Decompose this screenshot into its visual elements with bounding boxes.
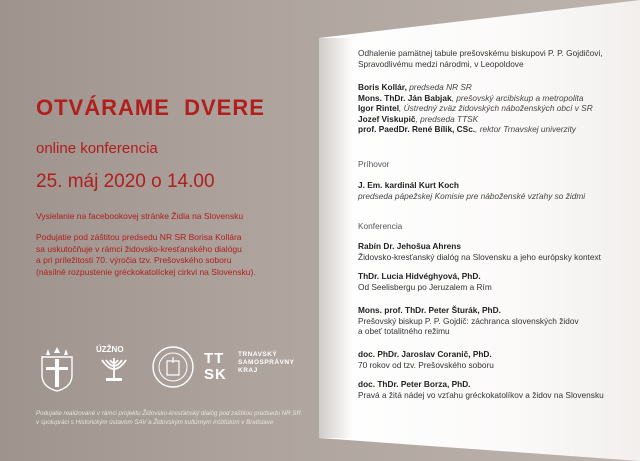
speech [358,180,633,201]
talk-speaker: doc. ThDr. Peter Borza, PhD. [358,379,471,389]
footer-line: v spolupráci s Historickým ústavom SAV a Židovským kultúrnym inštitútom v Bratislave [36,419,274,426]
talk-title: 70 rokov od tzv. Prešovského soboru [358,359,494,370]
talk-speaker: doc. PhDr. Jaroslav Coranič, PhD. [358,349,492,359]
ttsk-line: SAMOSPRÁVNY [238,359,295,366]
logo-row [36,345,296,395]
university-seal-icon [151,345,195,389]
intro-line: sa uskutočňuje v rámci židovsko-kresťanského dialógu [36,243,242,254]
speaker-role: predseda pápežskej Komisie pre náboženské vzťahy so židmi [358,190,586,201]
intro-line: Odhalenie pamätnej tabule prešovskému biskupovi P. P. Gojdičovi, [358,48,603,58]
intro-line: Spravodlivému medzi národmi, v Leopoldove [358,58,524,69]
intro-line: Podujatie pod záštitou predsedu NR SR Borisa Kollára [36,232,242,242]
stream-info: Vysielanie na facebookovej stránke Židia na Slovensku [36,211,244,221]
uzzno-logo [96,345,136,384]
talk-title-cont: a obeť totalitného režimu [358,326,450,336]
footer-note [36,409,306,427]
unveiling-intro [358,48,633,69]
talk-speaker: Rabín Dr. Jehošua Ahrens [358,241,461,251]
guest-list [358,82,633,135]
intro-line: a pri príležitosti 70. výročia tzv. Prešovského soboru [36,255,232,265]
guest-row: Boris Kollár, predseda NR SR [358,82,472,92]
talk-title: Pravá a žitá nádej vo vzťahu gréckokatolíkov a židov na Slovensku [358,389,604,400]
section-konferencia: Konferencia [358,221,403,231]
talk-item [358,271,633,292]
talk-item [358,241,633,262]
door-shadow [319,38,353,438]
speaker-name: J. Em. kardinál Kurt Koch [358,180,459,190]
talk-title: Židovsko-kresťanský dialóg na Slovensku a jeho európsky kontext [358,251,601,262]
talk-item [358,349,633,370]
ttsk-line: TRNAVSKÝ [238,351,278,358]
guest-row: Jozef Viskupič, predseda TTSK [358,113,479,124]
guest-row: prof. PaedDr. René Bílik, CSc., rektor Trnavskej univerzity [358,124,576,134]
coat-of-arms-icon [36,345,78,393]
talk-item [358,305,633,337]
talk-item [358,379,633,400]
talk-title: Od Seelisbergu po Jeruzalem a Rím [358,281,492,292]
guest-row: Igor Rintel, Ústredný zväz židovských náboženských obcí v SR [358,103,593,113]
talk-speaker: ThDr. Lucia Hidvéghyová, PhD. [358,271,481,281]
footer-line: Podujatie realizované v rámci projektu Židovsko-kresťanský dialóg pod záštitou predsedu NR SR [36,410,301,417]
poster-subtitle: online konferencia [36,140,158,157]
talk-title: Prešovský biskup P. P. Gojdič: záchranca slovenských židov [358,315,579,326]
event-date: 25. máj 2020 o 14.00 [36,171,215,192]
poster-title: OTVÁRAME DVERE [36,95,265,120]
ttsk-abbr: TT SK [204,350,227,383]
menorah-icon [96,354,132,382]
talk-speaker: Mons. prof. ThDr. Peter Šturák, PhD. [358,305,501,315]
intro-line: (násilné rozpustenie gréckokatolíckej cirkvi na Slovensku). [36,266,256,277]
guest-row: Mons. ThDr. Ján Babjak, prešovský arcibiskup a metropolita [358,92,584,103]
ttsk-line: KRAJ [238,367,258,374]
section-prihovor: Príhovor [358,159,390,169]
intro-text [36,232,266,278]
ttsk-logo [204,350,295,383]
uzzno-text: ÚZŽNO [96,345,124,354]
